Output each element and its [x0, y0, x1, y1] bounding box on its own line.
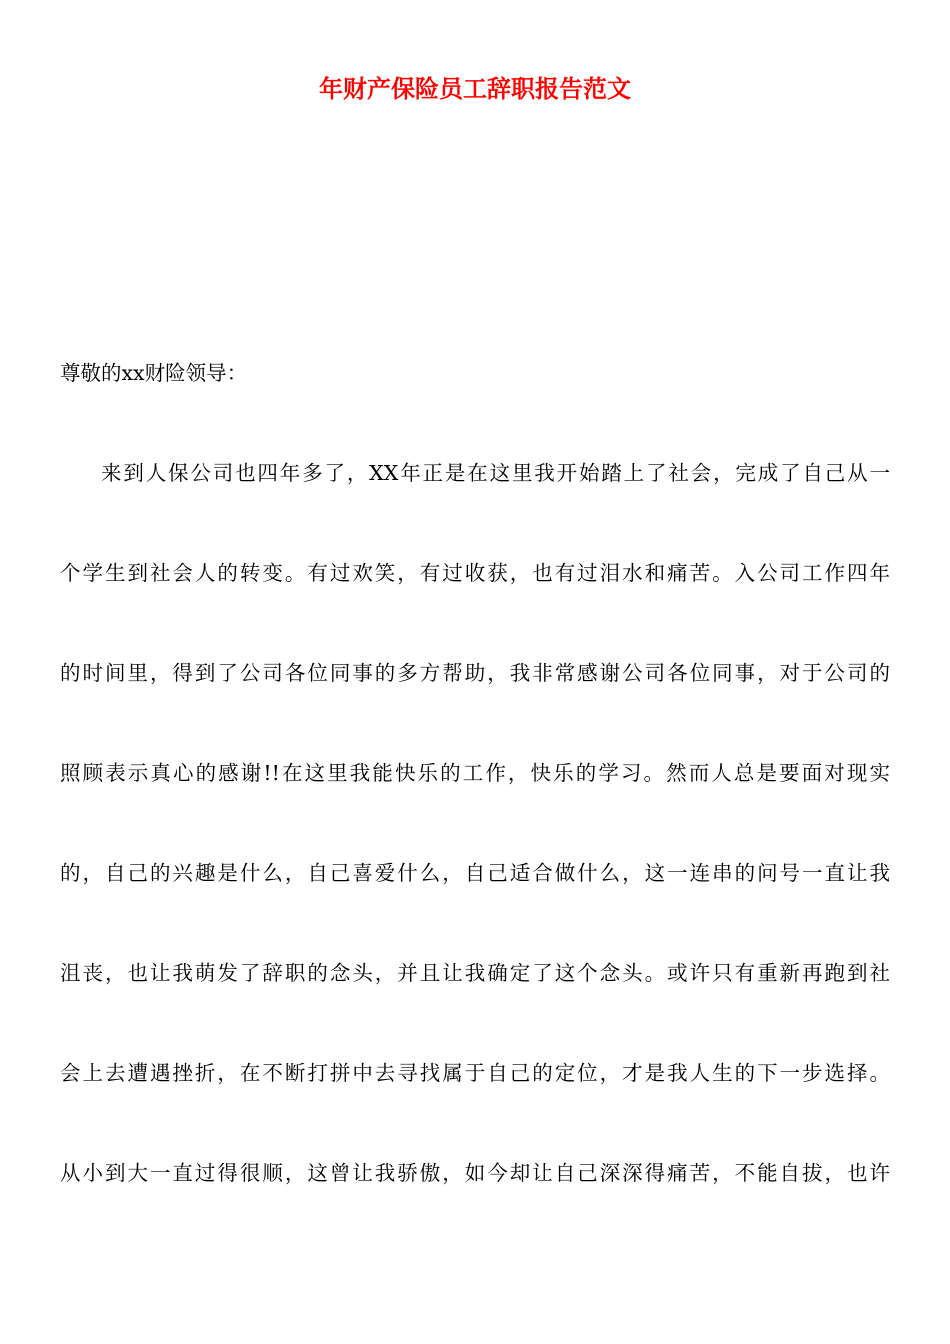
paragraph-line: 的，自己的兴趣是什么，自己喜爱什么，自己适合做什么，这一连串的问号一直让我 [60, 861, 890, 885]
paragraph-line: 来到人保公司也四年多了，XX年正是在这里我开始踏上了社会，完成了自己从一 [101, 461, 890, 485]
salutation: 尊敬的xx财险领导： [60, 361, 248, 385]
paragraph-line: 照顾表示真心的感谢!!在这里我能快乐的工作，快乐的学习。然而人总是要面对现实 [60, 761, 890, 785]
document-body [60, 353, 890, 1193]
paragraph-line: 会上去遭遇挫折，在不断打拼中去寻找属于自己的定位，才是我人生的下一步选择。 [60, 1061, 890, 1085]
paragraph-line: 个学生到社会人的转变。有过欢笑，有过收获，也有过泪水和痛苦。入公司工作四年 [60, 561, 890, 585]
paragraph-line: 从小到大一直过得很顺，这曾让我骄傲，如今却让自己深深得痛苦，不能自拔，也许 [60, 1161, 890, 1185]
paragraph-line: 的时间里，得到了公司各位同事的多方帮助，我非常感谢公司各位同事，对于公司的 [60, 661, 890, 685]
document-title: 年财产保险员工辞职报告范文 [319, 75, 631, 103]
paragraph-line: 沮丧，也让我萌发了辞职的念头，并且让我确定了这个念头。或许只有重新再跑到社 [60, 961, 890, 985]
